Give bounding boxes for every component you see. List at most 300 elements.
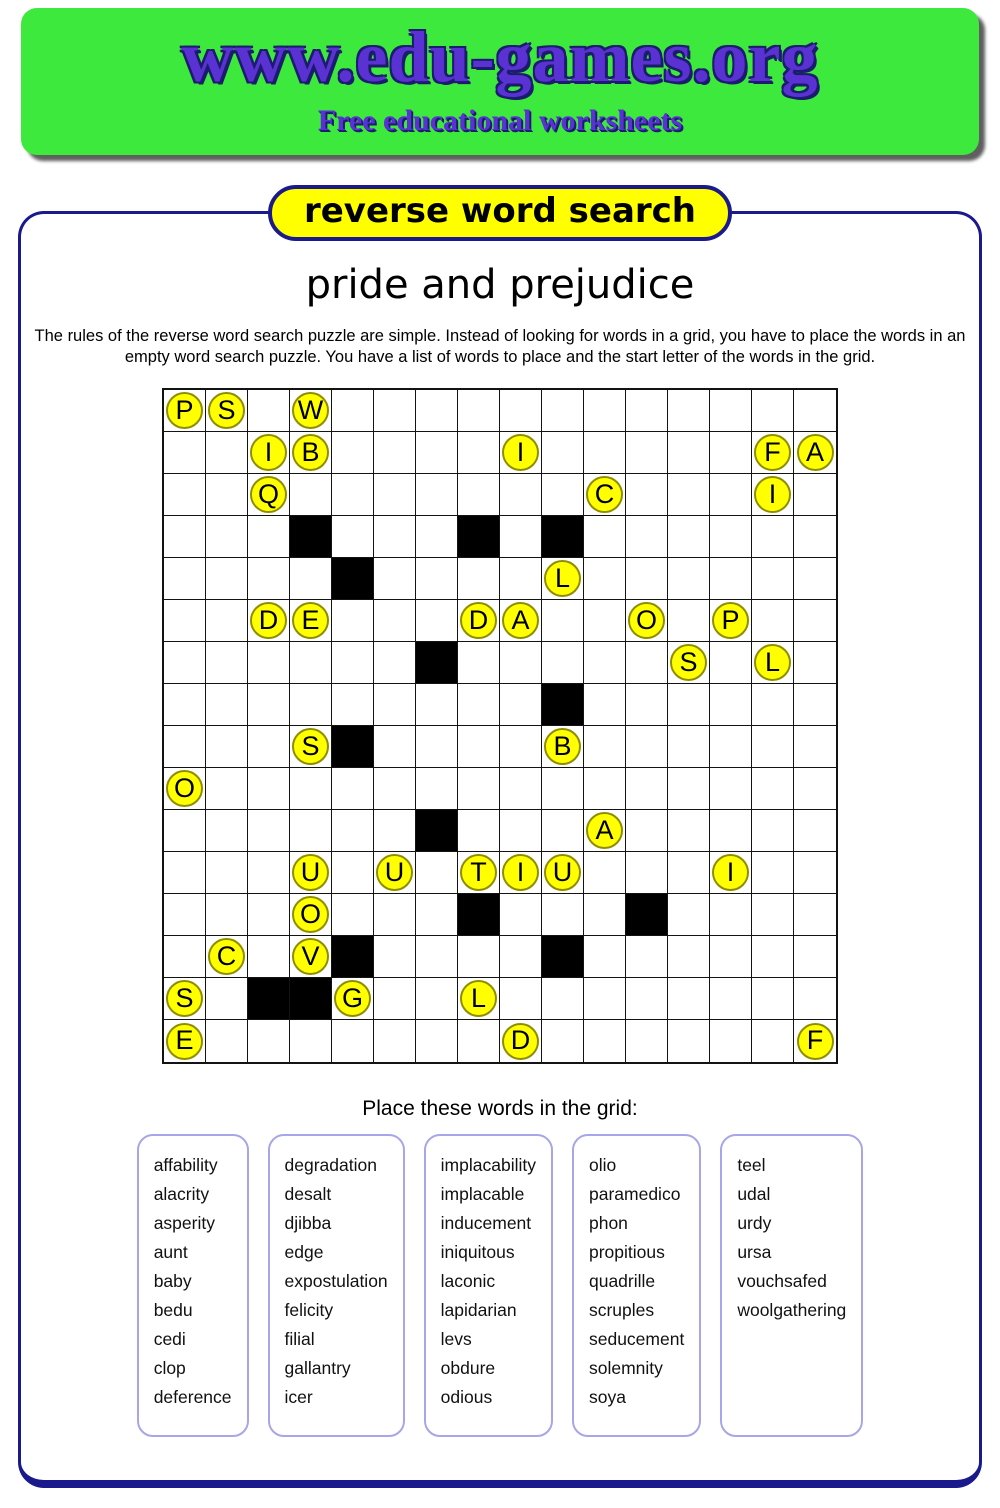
grid-cell: [416, 1020, 458, 1062]
grid-cell: [710, 642, 752, 684]
grid-cell: [206, 726, 248, 768]
grid-cell: [248, 852, 290, 894]
grid-cell: [206, 768, 248, 810]
word-list-box: [268, 1134, 405, 1437]
grid-cell: [290, 432, 332, 474]
grid-cell: [332, 1020, 374, 1062]
grid-cell: [668, 474, 710, 516]
grid-cell: [164, 978, 206, 1020]
rules-text: The rules of the reverse word search puzzle are simple. Instead of looking for words in a grid, you have to place the words in an empty word search puzzle. You have a list of words to place and the start letter of the words in the grid.: [34, 327, 966, 366]
grid-cell: [206, 810, 248, 852]
grid-cell: [332, 852, 374, 894]
word-item: propitious: [588, 1242, 665, 1262]
grid-cell-block: [458, 516, 500, 558]
grid-cell: [332, 390, 374, 432]
start-letter-circle: I: [502, 854, 539, 891]
grid-cell: [164, 684, 206, 726]
grid-cell: [626, 978, 668, 1020]
start-letter-circle: T: [460, 854, 497, 891]
word-item: soya: [588, 1387, 626, 1407]
grid-cell: [584, 852, 626, 894]
grid-cell: [500, 936, 542, 978]
grid-cell: [668, 390, 710, 432]
start-letter-circle: S: [670, 644, 707, 681]
grid-cell: [206, 558, 248, 600]
start-letter-circle: D: [250, 602, 287, 639]
grid-cell: [584, 1020, 626, 1062]
start-letter-circle: S: [208, 392, 245, 429]
word-item: paramedico: [588, 1184, 681, 1204]
word-list-box: [137, 1134, 249, 1437]
grid-cell: [626, 852, 668, 894]
grid-cell: [626, 810, 668, 852]
grid-cell: [794, 726, 836, 768]
grid-cell: [668, 978, 710, 1020]
start-letter-circle: Q: [250, 476, 287, 513]
grid-cell: [584, 432, 626, 474]
grid-cell: [290, 600, 332, 642]
grid-cell: [668, 726, 710, 768]
grid-cell: [248, 768, 290, 810]
start-letter-circle: A: [797, 434, 834, 471]
start-letter-circle: L: [754, 644, 791, 681]
start-letter-circle: P: [166, 392, 203, 429]
grid-cell: [206, 684, 248, 726]
grid-cell: [584, 768, 626, 810]
grid-cell: [500, 642, 542, 684]
grid-cell: [710, 810, 752, 852]
grid-cell: [668, 558, 710, 600]
grid-cell: [500, 600, 542, 642]
grid-cell: [332, 600, 374, 642]
grid-cell: [458, 390, 500, 432]
grid-cell-block: [290, 516, 332, 558]
grid-cell: [248, 894, 290, 936]
word-item: degradation: [284, 1155, 377, 1175]
grid-cell: [500, 474, 542, 516]
grid-cell: [752, 894, 794, 936]
word-lists: [21, 1134, 979, 1437]
grid-cell: [584, 978, 626, 1020]
grid-cell: [626, 600, 668, 642]
grid-cell: [710, 516, 752, 558]
words-heading: Place these words in the grid:: [362, 1097, 638, 1120]
start-letter-circle: V: [292, 938, 329, 975]
grid-cell: [416, 978, 458, 1020]
grid-cell: [710, 1020, 752, 1062]
grid-cell: [458, 558, 500, 600]
start-letter-circle: S: [166, 980, 203, 1017]
grid-cell: [668, 768, 710, 810]
grid-cell: [626, 684, 668, 726]
grid-cell-block: [416, 810, 458, 852]
start-letter-circle: C: [208, 938, 245, 975]
word-item: edge: [284, 1242, 324, 1262]
start-letter-circle: B: [292, 434, 329, 471]
grid-cell: [626, 558, 668, 600]
grid-cell: [500, 558, 542, 600]
grid-cell: [542, 768, 584, 810]
start-letter-circle: E: [166, 1023, 203, 1060]
start-letter-circle: P: [712, 602, 749, 639]
grid-cell: [584, 390, 626, 432]
grid-cell: [248, 390, 290, 432]
grid-cell: [290, 1020, 332, 1062]
start-letter-circle: B: [544, 728, 581, 765]
grid-cell: [794, 390, 836, 432]
start-letter-circle: I: [712, 854, 749, 891]
grid-cell: [500, 390, 542, 432]
word-item: lapidarian: [440, 1300, 517, 1320]
grid-cell: [794, 768, 836, 810]
grid-cell: [542, 852, 584, 894]
word-item: inducement: [440, 1213, 532, 1233]
grid-cell: [584, 936, 626, 978]
site-subtitle: Free educational worksheets: [317, 104, 683, 137]
grid-cell: [668, 684, 710, 726]
grid-cell: [458, 852, 500, 894]
word-item: urdy: [737, 1213, 772, 1233]
worksheet-container: [18, 211, 982, 1488]
start-letter-circle: G: [334, 980, 371, 1017]
grid-cell: [626, 390, 668, 432]
grid-cell: [458, 1020, 500, 1062]
grid-cell: [752, 642, 794, 684]
grid-cell: [500, 768, 542, 810]
start-letter-circle: F: [754, 434, 791, 471]
grid-cell: [290, 684, 332, 726]
word-item: implacable: [440, 1184, 525, 1204]
grid-cell: [668, 810, 710, 852]
grid-cell: [626, 516, 668, 558]
grid-cell: [584, 894, 626, 936]
grid-cell: [374, 768, 416, 810]
grid-cell: [206, 1020, 248, 1062]
start-letter-circle: O: [292, 896, 329, 933]
grid-cell: [206, 432, 248, 474]
grid-cell-block: [332, 936, 374, 978]
grid-cell: [374, 978, 416, 1020]
grid-cell: [752, 1020, 794, 1062]
grid-cell: [206, 894, 248, 936]
grid-cell: [248, 684, 290, 726]
grid-cell: [458, 600, 500, 642]
grid-cell: [458, 432, 500, 474]
grid-cell-block: [248, 978, 290, 1020]
grid-cell: [542, 1020, 584, 1062]
grid-cell: [752, 474, 794, 516]
grid-cell: [374, 894, 416, 936]
grid-cell: [584, 600, 626, 642]
grid-cell: [752, 390, 794, 432]
grid-cell: [752, 936, 794, 978]
grid-cell: [710, 684, 752, 726]
grid-cell: [206, 600, 248, 642]
grid-cell: [290, 852, 332, 894]
start-letter-circle: A: [502, 602, 539, 639]
grid-cell: [332, 768, 374, 810]
grid-cell: [374, 474, 416, 516]
word-item: cedi: [153, 1329, 186, 1349]
word-item: implacability: [440, 1155, 536, 1175]
grid-cell: [584, 558, 626, 600]
grid-cell: [374, 810, 416, 852]
site-title: www.edu-games.org: [181, 17, 819, 97]
word-item: seducement: [588, 1329, 685, 1349]
grid-cell: [500, 978, 542, 1020]
grid-cell: [206, 642, 248, 684]
start-letter-circle: I: [754, 476, 791, 513]
grid-cell: [206, 936, 248, 978]
grid-cell: [458, 810, 500, 852]
grid-cell: [332, 642, 374, 684]
grid-cell: [248, 642, 290, 684]
word-item: levs: [440, 1329, 472, 1349]
start-letter-circle: L: [544, 560, 581, 597]
grid-cell: [290, 642, 332, 684]
word-item: clop: [153, 1358, 186, 1378]
grid-cell: [332, 978, 374, 1020]
grid-cell: [458, 684, 500, 726]
grid-cell: [374, 936, 416, 978]
grid-cell: [332, 516, 374, 558]
word-item: woolgathering: [737, 1300, 847, 1320]
grid-cell: [248, 726, 290, 768]
grid-cell-block: [542, 516, 584, 558]
grid-cell: [332, 474, 374, 516]
word-item: teel: [737, 1155, 766, 1175]
grid-cell: [668, 516, 710, 558]
grid-cell: [164, 600, 206, 642]
grid-cell: [500, 894, 542, 936]
grid-cell: [416, 600, 458, 642]
word-item: iniquitous: [440, 1242, 515, 1262]
grid-cell: [794, 810, 836, 852]
word-search-grid: [162, 388, 838, 1064]
grid-cell: [416, 684, 458, 726]
grid-cell: [164, 768, 206, 810]
word-item: asperity: [153, 1213, 215, 1233]
word-list-box: [720, 1134, 863, 1437]
grid-cell: [542, 894, 584, 936]
start-letter-circle: U: [544, 854, 581, 891]
start-letter-circle: O: [166, 770, 203, 807]
grid-cell: [248, 474, 290, 516]
grid-cell: [752, 852, 794, 894]
grid-cell: [248, 516, 290, 558]
grid-cell: [794, 1020, 836, 1062]
grid-cell: [164, 516, 206, 558]
grid-cell: [374, 1020, 416, 1062]
grid-cell: [794, 978, 836, 1020]
grid-cell: [752, 558, 794, 600]
grid-cell: [416, 852, 458, 894]
grid-cell: [542, 390, 584, 432]
grid-cell: [752, 516, 794, 558]
grid-cell: [500, 810, 542, 852]
word-item: deference: [153, 1387, 232, 1407]
grid-cell: [416, 516, 458, 558]
word-item: ursa: [737, 1242, 772, 1262]
grid-cell: [332, 894, 374, 936]
grid-cell: [752, 432, 794, 474]
word-item: filial: [284, 1329, 315, 1349]
grid-cell: [248, 600, 290, 642]
grid-cell: [332, 810, 374, 852]
grid-cell: [374, 684, 416, 726]
grid-cell: [752, 600, 794, 642]
grid-cell: [164, 390, 206, 432]
grid-cell: [542, 642, 584, 684]
grid-cell: [458, 978, 500, 1020]
word-list-box: [572, 1134, 701, 1437]
grid-cell: [668, 852, 710, 894]
grid-cell: [668, 642, 710, 684]
word-item: gallantry: [284, 1358, 351, 1378]
grid-cell-block: [416, 642, 458, 684]
grid-cell: [416, 390, 458, 432]
start-letter-circle: W: [292, 392, 329, 429]
start-letter-circle: I: [502, 434, 539, 471]
word-item: scruples: [588, 1300, 655, 1320]
grid-cell: [542, 810, 584, 852]
grid-cell: [752, 768, 794, 810]
grid-cell: [794, 852, 836, 894]
grid-cell: [206, 390, 248, 432]
grid-cell: [164, 936, 206, 978]
puzzle-type-badge: [268, 185, 732, 241]
grid-cell: [290, 810, 332, 852]
grid-cell: [290, 726, 332, 768]
grid-cell: [458, 642, 500, 684]
grid-cell: [710, 600, 752, 642]
grid-cell: [710, 390, 752, 432]
word-item: olio: [588, 1155, 617, 1175]
grid-cell: [374, 516, 416, 558]
grid-cell: [248, 432, 290, 474]
grid-cell: [290, 936, 332, 978]
word-item: aunt: [153, 1242, 188, 1262]
grid-cell: [500, 852, 542, 894]
grid-cell: [794, 432, 836, 474]
grid-cell: [416, 894, 458, 936]
grid-cell: [164, 810, 206, 852]
grid-cell: [542, 558, 584, 600]
grid-cell: [710, 852, 752, 894]
grid-cell: [794, 936, 836, 978]
grid-cell: [794, 474, 836, 516]
grid-cell: [542, 474, 584, 516]
grid-cell: [710, 978, 752, 1020]
start-letter-circle: E: [292, 602, 329, 639]
grid-cell: [500, 1020, 542, 1062]
grid-cell-block: [290, 978, 332, 1020]
grid-cell: [542, 600, 584, 642]
grid-cell: [458, 726, 500, 768]
grid-cell: [290, 558, 332, 600]
grid-cell: [416, 768, 458, 810]
grid-cell: [584, 726, 626, 768]
grid-cell: [374, 558, 416, 600]
grid-cell: [164, 894, 206, 936]
start-letter-circle: D: [502, 1023, 539, 1060]
start-letter-circle: L: [460, 980, 497, 1017]
grid-cell: [542, 978, 584, 1020]
grid-cell: [794, 600, 836, 642]
grid-cell: [626, 642, 668, 684]
grid-cell: [374, 600, 416, 642]
grid-cell: [416, 474, 458, 516]
word-item: bedu: [153, 1300, 193, 1320]
grid-cell: [710, 474, 752, 516]
word-item: odious: [440, 1387, 493, 1407]
grid-cell: [626, 768, 668, 810]
word-item: solemnity: [588, 1358, 663, 1378]
word-item: desalt: [284, 1184, 332, 1204]
grid-cell: [374, 432, 416, 474]
word-item: expostulation: [284, 1271, 388, 1291]
start-letter-circle: I: [250, 434, 287, 471]
grid-cell: [542, 726, 584, 768]
grid-cell: [458, 768, 500, 810]
start-letter-circle: U: [292, 854, 329, 891]
word-item: icer: [284, 1387, 313, 1407]
grid-cell-block: [332, 558, 374, 600]
grid-cell: [542, 432, 584, 474]
grid-cell: [500, 432, 542, 474]
grid-cell: [206, 978, 248, 1020]
word-item: baby: [153, 1271, 192, 1291]
word-item: alacrity: [153, 1184, 210, 1204]
grid-cell: [710, 432, 752, 474]
word-list-box: [424, 1134, 553, 1437]
grid-cell: [626, 474, 668, 516]
grid-cell: [458, 474, 500, 516]
start-letter-circle: A: [586, 812, 623, 849]
grid-cell: [164, 642, 206, 684]
grid-cell: [374, 852, 416, 894]
grid-cell: [626, 936, 668, 978]
grid-cell: [584, 642, 626, 684]
grid-cell: [248, 936, 290, 978]
grid-cell: [668, 894, 710, 936]
grid-cell: [626, 726, 668, 768]
grid-cell: [710, 726, 752, 768]
word-item: udal: [737, 1184, 771, 1204]
site-banner: [21, 8, 979, 155]
grid-cell: [500, 516, 542, 558]
grid-cell: [794, 684, 836, 726]
grid-cell: [500, 726, 542, 768]
grid-cell: [584, 810, 626, 852]
grid-cell: [584, 474, 626, 516]
grid-cell: [248, 1020, 290, 1062]
grid-cell: [668, 1020, 710, 1062]
word-item: affability: [153, 1155, 218, 1175]
grid-cell: [206, 516, 248, 558]
grid-cell: [626, 432, 668, 474]
grid-cell: [500, 684, 542, 726]
grid-cell: [752, 726, 794, 768]
grid-cell-block: [626, 894, 668, 936]
word-item: laconic: [440, 1271, 496, 1291]
start-letter-circle: F: [797, 1023, 834, 1060]
grid-cell: [374, 390, 416, 432]
grid-cell: [752, 978, 794, 1020]
word-item: felicity: [284, 1300, 334, 1320]
start-letter-circle: C: [586, 476, 623, 513]
grid-cell: [584, 516, 626, 558]
